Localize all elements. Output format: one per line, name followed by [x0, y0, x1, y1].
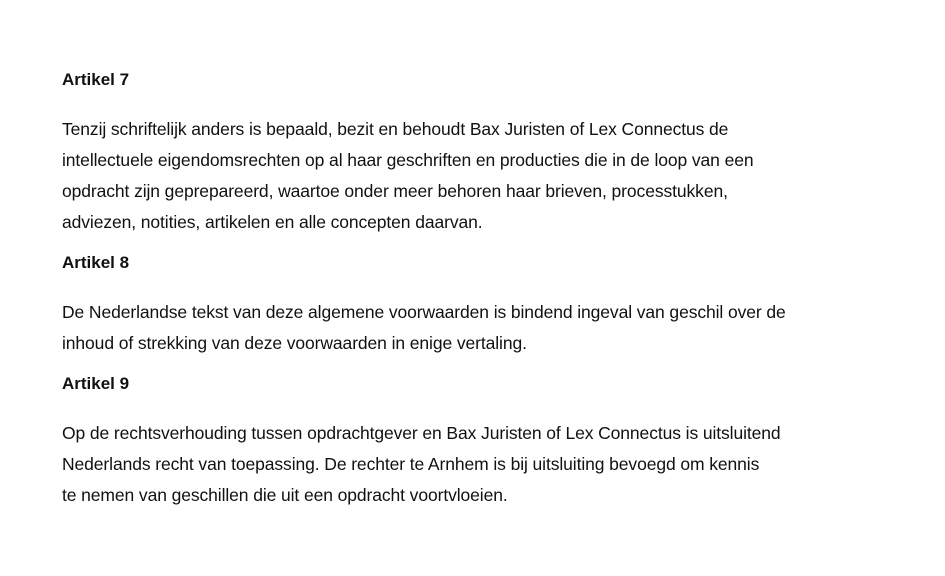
- article-heading: Artikel 9: [62, 374, 130, 393]
- article-text: De Nederlandse tekst van deze algemene voorwaarden is bindend ingeval van geschil over de inhoud of strekking van deze voorwaarden in enige vertaling.: [62, 302, 786, 353]
- article-text: Tenzij schriftelijk anders is bepaald, bezit en behoudt Bax Juristen of Lex Connectus de intellectuele eigendomsrechten op al haar geschriften en producties die in de loop van een opdracht zijn geprepareerd, waartoe onder meer behoren haar brieven, processtukken, adviezen, notities, artikelen en alle concepten daarvan.: [62, 119, 754, 232]
- article-7: [62, 68, 912, 238]
- article-text: Op de rechtsverhouding tussen opdrachtgever en Bax Juristen of Lex Connectus is uitsluitend Nederlands recht van toepassing. De rechter te Arnhem is bij uitsluiting bevoegd om kennis te nemen van geschillen die uit een opdracht voortvloeien.: [62, 423, 781, 505]
- document-body: [62, 68, 912, 511]
- article-9: [62, 372, 912, 511]
- article-8: [62, 251, 912, 359]
- article-heading: Artikel 7: [62, 70, 130, 89]
- article-heading: Artikel 8: [62, 253, 130, 272]
